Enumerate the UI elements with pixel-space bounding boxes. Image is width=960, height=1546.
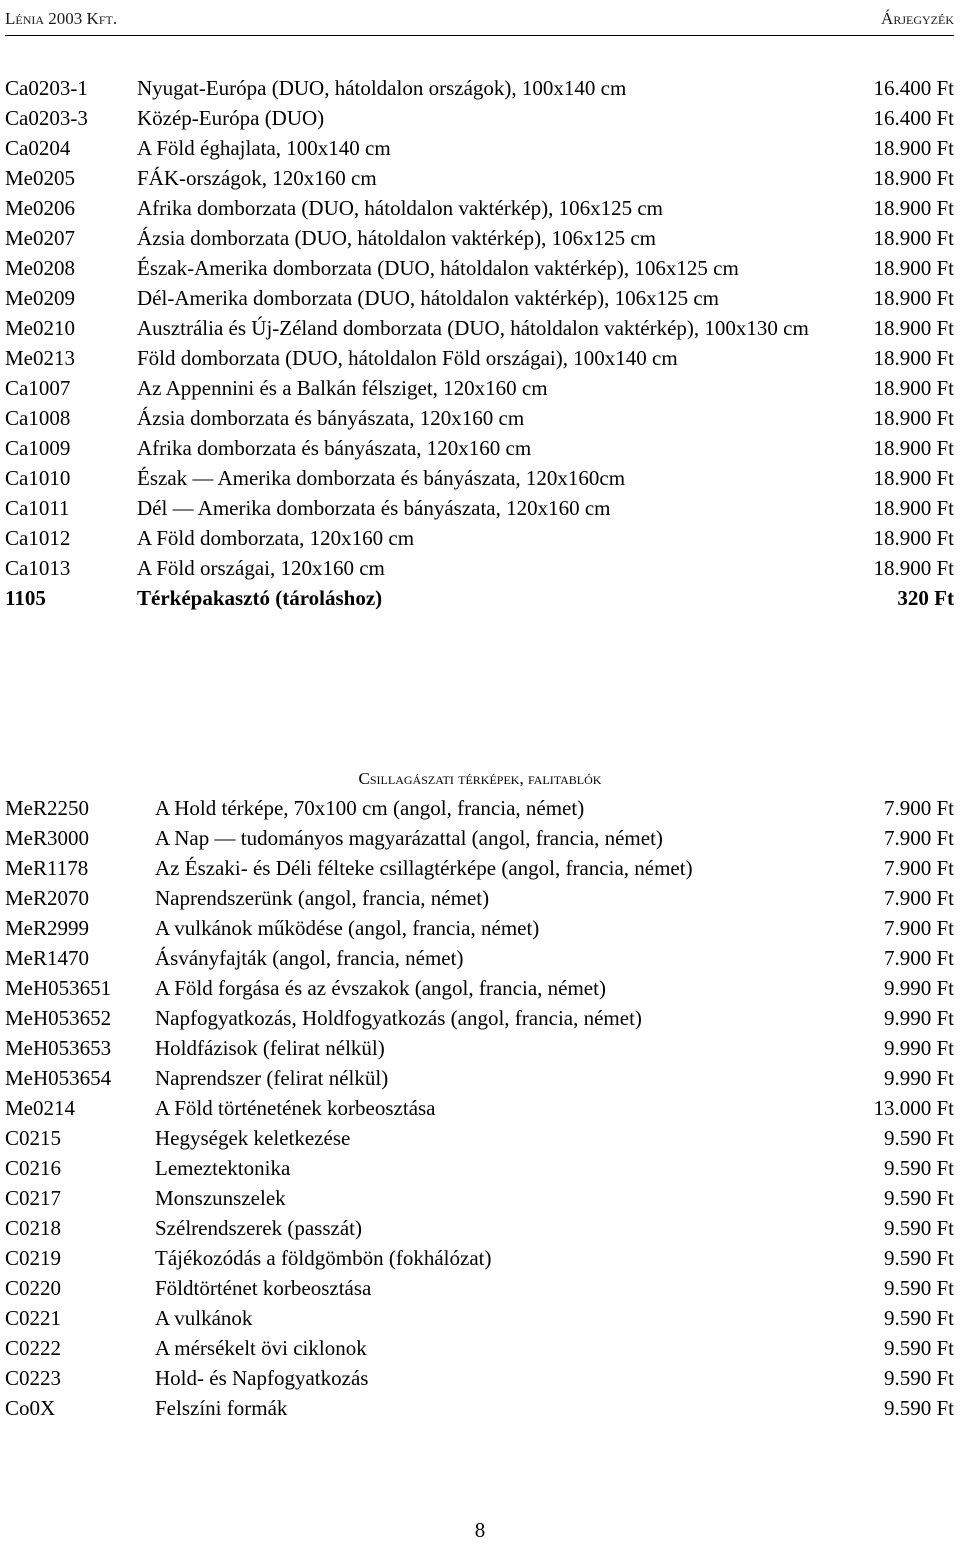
product-code: Me0208	[5, 256, 75, 280]
table-row	[5, 313, 954, 343]
table-row	[5, 163, 954, 193]
product-code: Ca1008	[5, 406, 71, 430]
product-price: 9.590 Ft	[883, 1216, 954, 1240]
product-price: 9.990 Ft	[883, 1066, 954, 1090]
product-description: Föld domborzata (DUO, hátoldalon Föld országai), 100x140 cm	[137, 346, 678, 370]
table-row	[5, 823, 954, 853]
product-price: 13.000 Ft	[873, 1096, 954, 1120]
product-price: 7.900 Ft	[883, 856, 954, 880]
product-code: Ca0203-3	[5, 106, 88, 130]
table-row	[5, 283, 954, 313]
product-description: Ázsia domborzata és bányászata, 120x160 cm	[137, 406, 525, 430]
table-row	[5, 193, 954, 223]
product-price: 9.990 Ft	[883, 976, 954, 1000]
company-name: Lénia 2003 Kft.	[5, 9, 118, 28]
product-code: Ca0203-1	[5, 76, 88, 100]
product-description: Észak-Amerika domborzata (DUO, hátoldalon vaktérkép), 106x125 cm	[137, 256, 739, 280]
product-code: 1105	[5, 586, 46, 610]
product-description: Dél-Amerika domborzata (DUO, hátoldalon vaktérkép), 106x125 cm	[137, 286, 719, 310]
product-price: 18.900 Ft	[873, 436, 954, 460]
table-row	[5, 433, 954, 463]
product-code: MeR2999	[5, 916, 89, 940]
product-description: Hold- és Napfogyatkozás	[155, 1366, 369, 1390]
document-title: Árjegyzék	[881, 9, 954, 28]
product-code: C0216	[5, 1156, 62, 1180]
product-price: 18.900 Ft	[873, 526, 954, 550]
product-description: FÁK-országok, 120x160 cm	[137, 166, 377, 190]
product-description: A Föld országai, 120x160 cm	[137, 556, 385, 580]
product-code: Ca1010	[5, 466, 71, 490]
product-price: 9.990 Ft	[883, 1006, 954, 1030]
product-description: Ásványfajták (angol, francia, német)	[155, 946, 464, 970]
product-code: Ca1011	[5, 496, 70, 520]
product-description: Holdfázisok (felirat nélkül)	[155, 1036, 385, 1060]
product-description: Afrika domborzata (DUO, hátoldalon vaktérkép), 106x125 cm	[137, 196, 664, 220]
product-description: A Föld forgása és az évszakok (angol, francia, német)	[155, 976, 606, 1000]
product-code: MeH053653	[5, 1036, 112, 1060]
product-code: Ca1007	[5, 376, 71, 400]
product-code: Ca1009	[5, 436, 71, 460]
product-description: Monszunszelek	[155, 1186, 286, 1210]
table-row	[5, 1033, 954, 1063]
product-description: Nyugat-Európa (DUO, hátoldalon országok), 100x140 cm	[137, 76, 627, 100]
table-row	[5, 1153, 954, 1183]
section-title-astronomy: Csillagászati térképek, falitablók	[358, 769, 602, 788]
price-list-table-astronomy	[5, 793, 954, 1423]
table-row	[5, 913, 954, 943]
product-price: 18.900 Ft	[873, 406, 954, 430]
product-price: 9.590 Ft	[883, 1246, 954, 1270]
table-row	[5, 493, 954, 523]
product-description: A vulkánok működése (angol, francia, német)	[155, 916, 540, 940]
product-code: MeH053654	[5, 1066, 112, 1090]
table-row	[5, 1243, 954, 1273]
product-price: 7.900 Ft	[883, 796, 954, 820]
table-row	[5, 133, 954, 163]
product-price: 18.900 Ft	[873, 226, 954, 250]
product-description: Földtörténet korbeosztása	[155, 1276, 372, 1300]
table-row	[5, 853, 954, 883]
product-price: 9.990 Ft	[883, 1036, 954, 1060]
product-code: C0217	[5, 1186, 62, 1210]
price-list-table-maps	[5, 73, 954, 613]
table-row	[5, 1183, 954, 1213]
product-price: 9.590 Ft	[883, 1156, 954, 1180]
product-description: Hegységek keletkezése	[155, 1126, 351, 1150]
product-price: 16.400 Ft	[873, 106, 954, 130]
table-row	[5, 1093, 954, 1123]
product-description: Észak — Amerika domborzata és bányászata, 120x160cm	[137, 466, 626, 490]
product-description: A Föld éghajlata, 100x140 cm	[137, 136, 391, 160]
product-price: 18.900 Ft	[873, 556, 954, 580]
table-row	[5, 973, 954, 1003]
product-code: Ca0204	[5, 136, 71, 160]
page-header	[5, 5, 954, 36]
product-description: Közép-Európa (DUO)	[137, 106, 325, 130]
product-price: 7.900 Ft	[883, 826, 954, 850]
product-price: 9.590 Ft	[883, 1336, 954, 1360]
table-row	[5, 1273, 954, 1303]
product-price: 320 Ft	[897, 586, 954, 610]
product-price: 9.590 Ft	[883, 1306, 954, 1330]
product-description: Az Appennini és a Balkán félsziget, 120x160 cm	[137, 376, 548, 400]
product-price: 9.590 Ft	[883, 1366, 954, 1390]
product-code: Me0207	[5, 226, 75, 250]
product-price: 9.590 Ft	[883, 1186, 954, 1210]
table-row	[5, 523, 954, 553]
table-row	[5, 1303, 954, 1333]
product-price: 18.900 Ft	[873, 496, 954, 520]
product-description: Naprendszer (felirat nélkül)	[155, 1066, 389, 1090]
product-code: C0222	[5, 1336, 62, 1360]
table-row	[5, 73, 954, 103]
product-description: Ausztrália és Új-Zéland domborzata (DUO, hátoldalon vaktérkép), 100x130 cm	[137, 316, 809, 340]
product-price: 18.900 Ft	[873, 316, 954, 340]
product-description: Az Északi- és Déli félteke csillagtérképe (angol, francia, német)	[155, 856, 693, 880]
product-description: Ázsia domborzata (DUO, hátoldalon vaktérkép), 106x125 cm	[137, 226, 657, 250]
product-price: 9.590 Ft	[883, 1396, 954, 1420]
product-description: Napfogyatkozás, Holdfogyatkozás (angol, francia, német)	[155, 1006, 642, 1030]
table-row	[5, 943, 954, 973]
product-description: Tájékozódás a földgömbön (fokhálózat)	[155, 1246, 492, 1270]
product-description: Felszíni formák	[155, 1396, 288, 1420]
product-description: Dél — Amerika domborzata és bányászata, 120x160 cm	[137, 496, 611, 520]
product-code: C0221	[5, 1306, 62, 1330]
product-price: 18.900 Ft	[873, 136, 954, 160]
product-description: Afrika domborzata és bányászata, 120x160 cm	[137, 436, 532, 460]
table-row	[5, 1363, 954, 1393]
table-row	[5, 103, 954, 133]
product-code: Me0209	[5, 286, 75, 310]
table-row	[5, 1003, 954, 1033]
product-price: 18.900 Ft	[873, 376, 954, 400]
product-code: Me0205	[5, 166, 75, 190]
product-price: 18.900 Ft	[873, 286, 954, 310]
product-description: A Föld domborzata, 120x160 cm	[137, 526, 415, 550]
product-description: A vulkánok	[155, 1306, 253, 1330]
product-code: Me0213	[5, 346, 75, 370]
product-code: Co0X	[5, 1396, 56, 1420]
product-description: Lemeztektonika	[155, 1156, 291, 1180]
product-price: 9.590 Ft	[883, 1126, 954, 1150]
product-description: Naprendszerünk (angol, francia, német)	[155, 886, 490, 910]
product-description: A Nap — tudományos magyarázattal (angol, francia, német)	[155, 826, 663, 850]
table-row	[5, 793, 954, 823]
product-code: C0223	[5, 1366, 62, 1390]
table-row	[5, 583, 954, 613]
product-price: 18.900 Ft	[873, 166, 954, 190]
product-description: A mérsékelt övi ciklonok	[155, 1336, 367, 1360]
product-price: 7.900 Ft	[883, 946, 954, 970]
table-row	[5, 343, 954, 373]
product-code: C0219	[5, 1246, 62, 1270]
table-row	[5, 463, 954, 493]
product-description: A Hold térképe, 70x100 cm (angol, francia, német)	[155, 796, 585, 820]
product-code: C0218	[5, 1216, 62, 1240]
product-price: 18.900 Ft	[873, 346, 954, 370]
product-price: 16.400 Ft	[873, 76, 954, 100]
product-code: MeR2250	[5, 796, 89, 820]
product-code: Ca1012	[5, 526, 71, 550]
table-row	[5, 1063, 954, 1093]
table-row	[5, 373, 954, 403]
table-row	[5, 253, 954, 283]
product-code: MeR1178	[5, 856, 89, 880]
product-code: Me0210	[5, 316, 75, 340]
product-code: Ca1013	[5, 556, 71, 580]
product-description: Térképakasztó (tároláshoz)	[137, 586, 383, 610]
table-row	[5, 1123, 954, 1153]
product-code: MeR1470	[5, 946, 89, 970]
product-description: Szélrendszerek (passzát)	[155, 1216, 362, 1240]
table-row	[5, 553, 954, 583]
table-row	[5, 1333, 954, 1363]
table-row	[5, 223, 954, 253]
product-price: 7.900 Ft	[883, 916, 954, 940]
product-price: 18.900 Ft	[873, 196, 954, 220]
table-row	[5, 403, 954, 433]
product-price: 7.900 Ft	[883, 886, 954, 910]
product-price: 9.590 Ft	[883, 1276, 954, 1300]
table-row	[5, 883, 954, 913]
table-row	[5, 1213, 954, 1243]
product-price: 18.900 Ft	[873, 466, 954, 490]
product-price: 18.900 Ft	[873, 256, 954, 280]
product-code: MeR2070	[5, 886, 89, 910]
product-code: Me0214	[5, 1096, 75, 1120]
table-row	[5, 1393, 954, 1423]
page-number: 8	[474, 1518, 486, 1542]
product-code: MeH053652	[5, 1006, 112, 1030]
product-code: MeH053651	[5, 976, 112, 1000]
product-code: MeR3000	[5, 826, 89, 850]
product-description: A Föld történetének korbeosztása	[155, 1096, 436, 1120]
product-code: C0220	[5, 1276, 62, 1300]
product-code: Me0206	[5, 196, 75, 220]
product-code: C0215	[5, 1126, 62, 1150]
